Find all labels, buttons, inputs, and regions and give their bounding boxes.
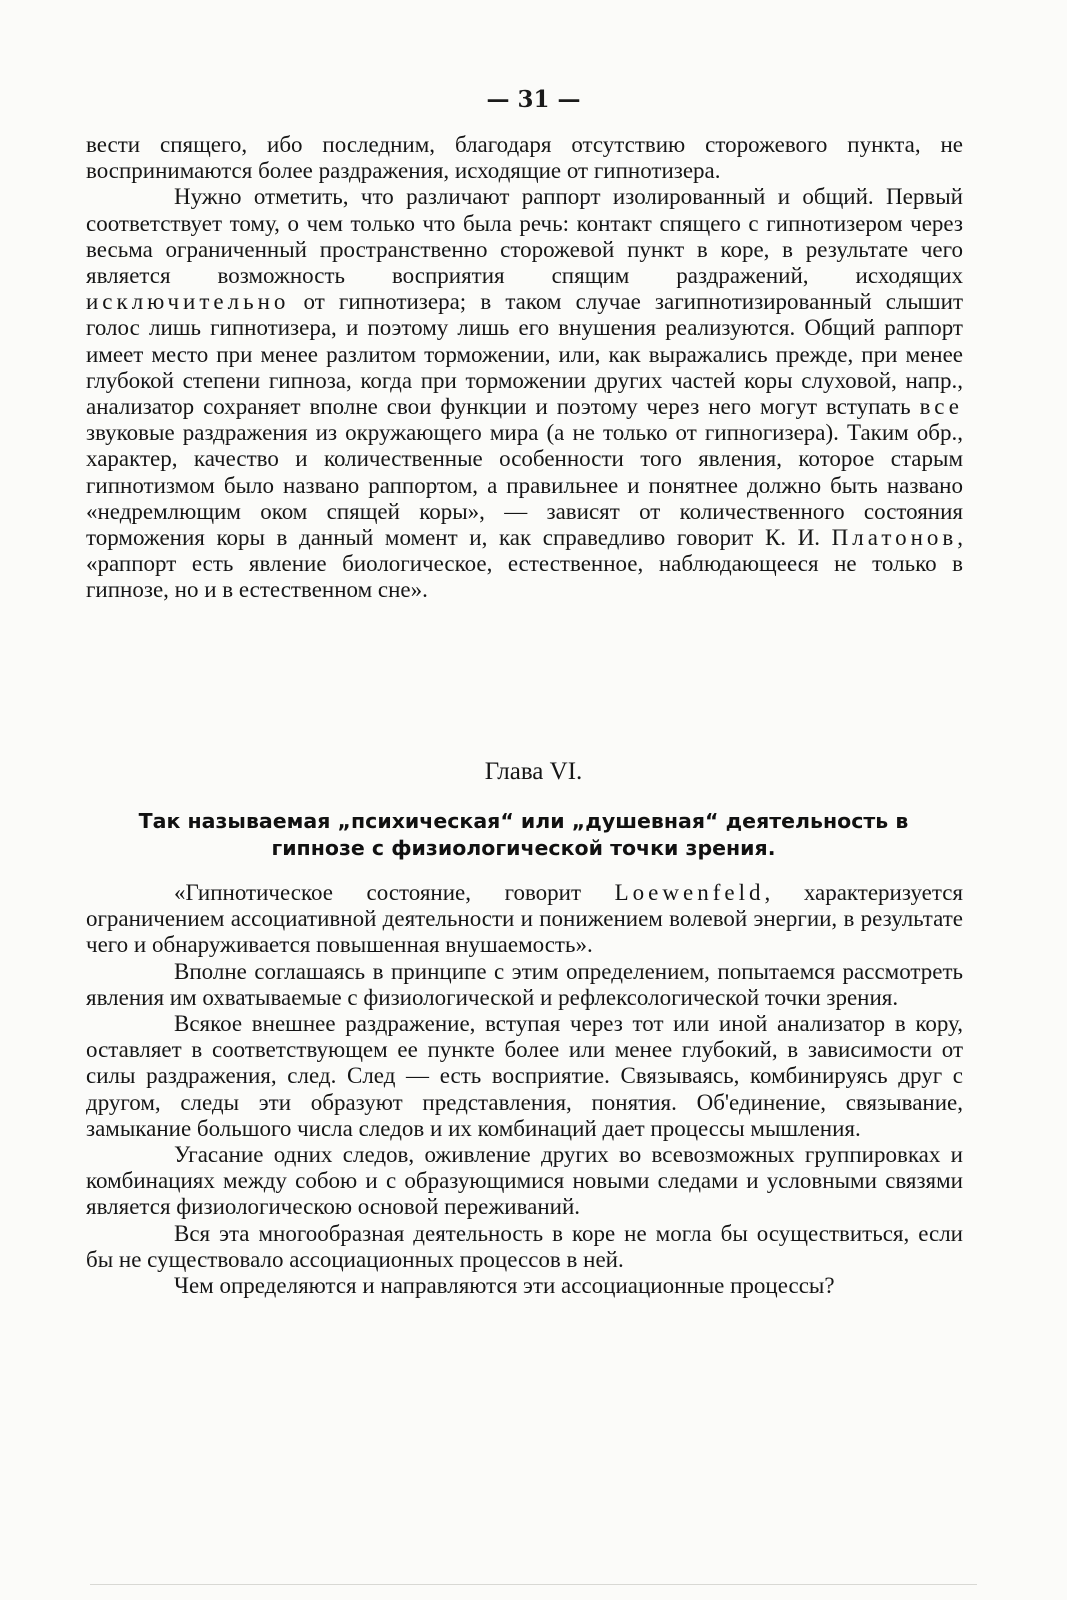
emphasized-text: исключительно <box>86 289 290 315</box>
paragraph <box>86 1011 963 1142</box>
text-run: вести спящего, ибо последним, благодаря отсутствию сторожевого пункта, не воспринимаются более раздражения, исходящие от гипнотизера. <box>86 132 963 184</box>
paragraph <box>86 880 963 959</box>
text-run: звуковые раздражения из окружающего мира (а не только от гипногизера). Таким обр., характер, качество и количественные особенности того явления, которое старым гипнотизмом было названо раппортом, а правильнее и понятнее должно быть названо «недремлющим оком спящей коры», — зависят от количественного состояния торможения коры в данный момент и, как справедливо говорит К. И. <box>86 420 963 551</box>
paragraph <box>86 1221 963 1273</box>
text-run: Вся эта многообразная деятельность в коре не могла бы осуществиться, если бы не существовало ассоциационных процессов в ней. <box>86 1220 963 1272</box>
paragraph <box>86 184 963 603</box>
top-text-section <box>86 132 963 604</box>
paragraph <box>86 132 963 184</box>
chapter-label: Глава VI. <box>484 758 583 785</box>
text-run: Всякое внешнее раздражение, вступая через тот или иной анализатор в кору, оставляет в соответствующем ее пункте более или менее глубокий, в зависимости от силы раздражения, след. След — есть восприятие. Связываясь, комбинируясь друг с другом, следы эти образуют представления, понятия. Об'единение, связывание, замыкание большого числа следов и их комбинаций дает процессы мышления. <box>86 1011 963 1141</box>
text-run: , «раппорт есть явление биологическое, естественное, наблюдающееся не только в гипнозе, но и в естественном сне». <box>86 525 963 603</box>
chapter-title: Так называемая „психическая“ или „душевная“ деятельность в гипнозе с физиологической точки зрения. <box>138 809 909 860</box>
text-run: Нужно отметить, что различают раппорт изолированный и общий. Первый соответствует тому, о чем только что была речь: контакт спящего с гипнотизером через весьма ограниченный пространственно сторожевой пункт в коре, в результате чего является возможность восприятия спящим раздражений, исходящих <box>86 184 963 289</box>
paragraph <box>86 1142 963 1221</box>
text-run: Угасание одних следов, оживление других во всевозможных группировках и комбинациях между собою и с образующимися новыми следами и условными связями является физиологическою основой переживаний. <box>86 1142 963 1220</box>
text-run: , характеризуется ограничением ассоциативной деятельности и понижением волевой энергии, в результате чего и обнаруживается повышенная внушаемость». <box>86 880 963 958</box>
emphasized-text: Loewenfeld <box>614 880 765 905</box>
paragraph <box>86 1273 963 1299</box>
emphasized-text: Платонов <box>831 525 958 551</box>
emphasized-text: все <box>919 394 963 420</box>
bottom-text-section <box>86 880 963 1299</box>
text-run: Вполне соглашаясь в принципе с этим определением, попытаемся рассмотреть явления им охватываемые с физиологической и рефлексологической точки зрения. <box>86 958 963 1010</box>
paragraph <box>86 959 963 1011</box>
page-number: — 31 — <box>486 86 581 113</box>
text-run: «Гипнотическое состояние, говорит <box>174 880 615 905</box>
text-run: от гипнотизера; в таком случае загипнотизированный слышит голос лишь гипнотизера, и поэтому лишь его внушения реализуются. Общий раппорт имеет место при менее разлитом торможении, или, как выражались прежде, при менее глубокой степени гипноза, когда при торможении других частей коры слуховой, напр., анализатор сохраняет вполне свои функции и поэтому через него могут вступать <box>86 289 963 420</box>
bottom-edge-line <box>90 1584 977 1585</box>
text-run: Чем определяются и направляются эти ассоциационные процессы? <box>174 1273 835 1299</box>
